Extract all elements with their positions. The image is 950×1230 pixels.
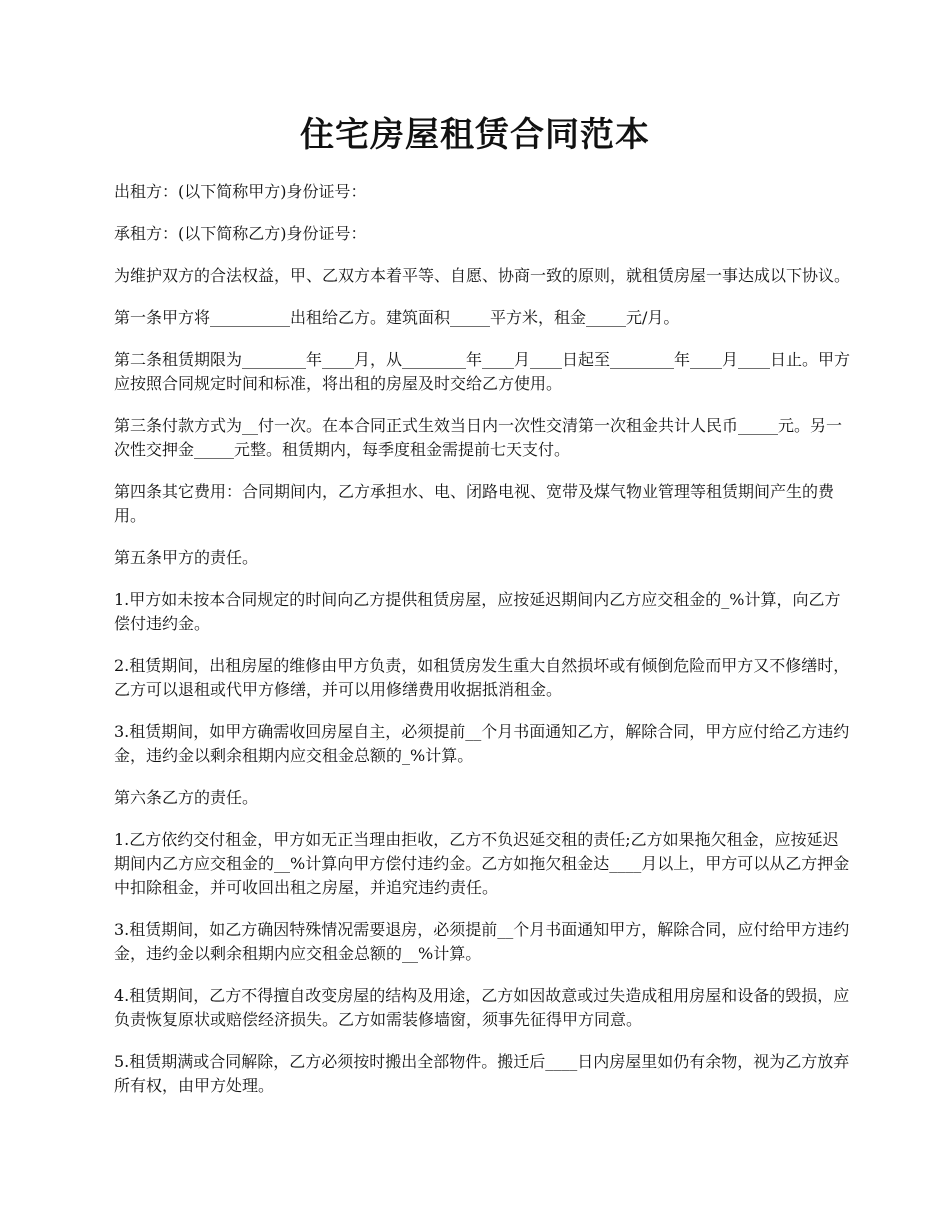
article-2: 第二条租赁期限为________年____月，从________年____月____日起至________年____月____日止。甲方应按照合同规定时间和标准，将出租的房屋及时交给乙方使用。 (114, 350, 851, 393)
article-5-clause-2: 2.租赁期间，出租房屋的维修由甲方负责，如租赁房发生重大自然损坏或有倾倒危险而甲方又不修缮时，乙方可以退租或代甲方修缮，并可以用修缮费用收据抵消租金。 (114, 656, 850, 699)
document-title: 住宅房屋租赁合同范本 (300, 115, 650, 155)
lessee-line: 承租方：(以下简称乙方)身份证号： (114, 224, 367, 243)
article-6-clause-3: 3.租赁期间，如乙方确因特殊情况需要退房，必须提前__个月书面通知甲方，解除合同，应付给甲方违约金，违约金以剩余租期内应交租金总额的__%计算。 (114, 920, 850, 963)
article-4: 第四条其它费用：合同期间内，乙方承担水、电、闭路电视、宽带及煤气物业管理等租赁期间产生的费用。 (114, 482, 835, 525)
article-3: 第三条付款方式为__付一次。在本合同正式生效当日内一次性交清第一次租金共计人民币_____元。另一次性交押金_____元整。租赁期内，每季度租金需提前七天支付。 (114, 416, 843, 459)
article-5-heading: 第五条甲方的责任。 (114, 548, 259, 567)
article-6-clause-4: 4.租赁期间，乙方不得擅自改变房屋的结构及用途，乙方如因故意或过失造成租用房屋和设备的毁损，应负责恢复原状或赔偿经济损失。乙方如需装修墙窗，须事先征得甲方同意。 (114, 986, 850, 1029)
document-body (114, 180, 854, 1116)
article-5-clause-3: 3.租赁期间，如甲方确需收回房屋自主，必须提前__个月书面通知乙方，解除合同，甲方应付给乙方违约金，违约金以剩余租期内应交租金总额的_%计算。 (114, 722, 850, 765)
article-6-clause-5: 5.租赁期满或合同解除，乙方必须按时搬出全部物件。搬迁后____日内房屋里如仍有余物，视为乙方放弃所有权，由甲方处理。 (114, 1052, 850, 1095)
lessor-line: 出租方：(以下简称甲方)身份证号： (114, 182, 367, 201)
article-6-heading: 第六条乙方的责任。 (114, 788, 259, 807)
article-1: 第一条甲方将__________出租给乙方。建筑面积_____平方米，租金_____元/月。 (114, 308, 680, 327)
article-6-clause-1: 1.乙方依约交付租金，甲方如无正当理由拒收，乙方不负迟延交租的责任;乙方如果拖欠租金，应按延迟期间内乙方应交租金的__%计算向甲方偿付违约金。乙方如拖欠租金达____月以上，甲方可以从乙方押金中扣除租金，并可收回出租之房屋，并追究违约责任。 (114, 830, 850, 897)
article-5-clause-1: 1.甲方如未按本合同规定的时间向乙方提供租赁房屋，应按延迟期间内乙方应交租金的_%计算，向乙方偿付违约金。 (114, 590, 841, 633)
preamble-paragraph: 为维护双方的合法权益，甲、乙双方本着平等、自愿、协商一致的原则，就租赁房屋一事达成以下协议。 (114, 266, 851, 285)
